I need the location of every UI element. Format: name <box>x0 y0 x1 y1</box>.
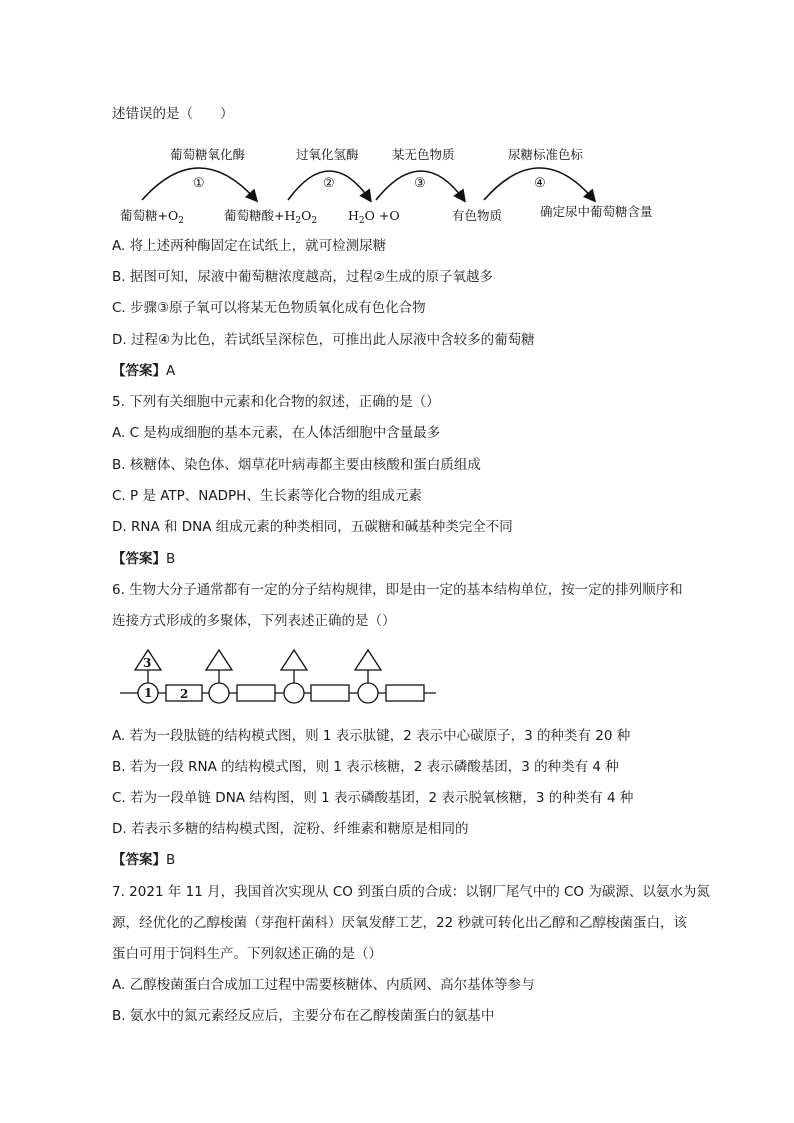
node-glucose-o2 <box>120 208 184 226</box>
label-1: 1 <box>144 686 153 700</box>
node-determine-glucose: 确定尿中葡萄糖含量 <box>540 204 653 219</box>
enzyme-label-1: 葡萄糖氧化酶 <box>170 147 246 162</box>
q4-answer <box>112 361 175 381</box>
base-triangle-3 <box>281 650 307 670</box>
q4-option-d: D. 过程④为比色，若试纸呈深棕色，可推出此人尿液中含较多的葡萄糖 <box>112 332 535 348</box>
q4-stem-tail: 述错误的是（ ） <box>112 106 234 122</box>
q4-option-b: B. 据图可知，尿液中葡萄糖浓度越高，过程②生成的原子氧越多 <box>112 269 493 285</box>
q5-option-a: A. C 是构成细胞的基本元素，在人体活细胞中含量最多 <box>112 425 441 441</box>
q6-stem-line2: 连接方式形成的多聚体，下列表述正确的是（） <box>112 613 396 629</box>
unit-circle-4 <box>358 683 378 703</box>
unit-circle-3 <box>284 683 304 703</box>
answer-label: 【答案】 <box>112 363 166 379</box>
q7-option-b: B. 氨水中的氮元素经反应后，主要分布在乙醇梭菌蛋白的氨基中 <box>112 1008 495 1024</box>
answer-value: B <box>166 551 176 567</box>
q5-option-d: D. RNA 和 DNA 组成元素的种类相同，五碳糖和碱基种类完全不同 <box>112 519 513 535</box>
base-triangle-2 <box>206 650 232 670</box>
node1-text: 葡萄糖+O <box>120 208 179 223</box>
unit-rect-2 <box>237 685 275 701</box>
q6-option-d: D. 若表示多糖的结构模式图，淀粉、纤维素和糖原是相同的 <box>112 821 469 837</box>
enzyme-label-3: 某无色物质 <box>392 147 455 162</box>
q5-option-b: B. 核糖体、染色体、烟草花叶病毒都主要由核酸和蛋白质组成 <box>112 457 481 473</box>
q6-option-a: A. 若为一段肽链的结构模式图，则 1 表示肽键，2 表示中心碳原子，3 的种类有 20 种 <box>112 728 631 744</box>
label-2: 2 <box>180 687 189 701</box>
answer-value: B <box>166 852 176 868</box>
node-h2o-o <box>348 208 400 226</box>
q5-option-c: C. P 是 ATP、NADPH、生长素等化合物的组成元素 <box>112 488 422 504</box>
q6-polymer-diagram <box>118 648 443 708</box>
enzyme-label-2: 过氧化氢酶 <box>296 147 359 162</box>
node1-sub: 2 <box>178 216 184 226</box>
node2-text-a: 葡萄糖酸+H <box>224 208 296 223</box>
unit-rect-3 <box>311 685 349 701</box>
q6-option-b: B. 若为一段 RNA 的结构模式图，则 1 表示核糖，2 表示磷酸基团，3 的种类有 4 种 <box>112 759 619 775</box>
q7-stem-line2: 源，经优化的乙醇梭菌（芽孢杆菌科）厌氧发酵工艺，22 秒就可转化出乙醇和乙醇梭菌蛋白，该 <box>112 915 687 931</box>
step-number-4: ④ <box>534 176 546 191</box>
enzyme-label-4: 尿糖标准色标 <box>508 147 584 162</box>
unit-circle-2 <box>209 683 229 703</box>
step-number-1: ① <box>193 176 205 191</box>
node-colored-substance: 有色物质 <box>452 208 503 223</box>
node2-text-b: O <box>301 208 312 223</box>
q4-reaction-diagram <box>112 140 672 230</box>
answer-label: 【答案】 <box>112 852 166 868</box>
q6-answer <box>112 850 175 870</box>
q7-stem-line1: 7. 2021 年 11 月，我国首次实现从 CO 到蛋白质的合成：以钢厂尾气中的 CO 为碳源、以氨水为氮 <box>112 884 710 900</box>
q7-stem-line3: 蛋白可用于饲料生产。下列叙述正确的是（） <box>112 946 382 962</box>
node2-sub-1: 2 <box>295 216 302 226</box>
node3-sub: 2 <box>358 216 365 226</box>
node3-text-b: O +O <box>364 208 400 223</box>
q6-option-c: C. 若为一段单链 DNA 结构图，则 1 表示磷酸基团，2 表示脱氧核糖，3 的种类有 4 种 <box>112 790 634 806</box>
q7-option-a: A. 乙醇梭菌蛋白合成加工过程中需要核糖体、内质网、高尔基体等参与 <box>112 977 535 993</box>
node3-text-a: H <box>348 208 359 223</box>
node2-sub-2: 2 <box>311 216 318 226</box>
q4-option-a: A. 将上述两种酶固定在试纸上，就可检测尿糖 <box>112 238 387 254</box>
step-number-3: ③ <box>414 176 426 191</box>
node-gluconic-h2o2 <box>224 208 317 226</box>
step-number-2: ② <box>323 176 335 191</box>
answer-label: 【答案】 <box>112 551 166 567</box>
unit-rect-4 <box>386 685 424 701</box>
base-triangle-4 <box>355 650 381 670</box>
q4-option-c: C. 步骤③原子氧可以将某无色物质氧化成有色化合物 <box>112 300 426 316</box>
answer-value: A <box>166 363 176 379</box>
q5-stem: 5. 下列有关细胞中元素和化合物的叙述，正确的是（） <box>112 394 440 410</box>
q6-stem-line1: 6. 生物大分子通常都有一定的分子结构规律，即是由一定的基本结构单位，按一定的排列顺序和 <box>112 582 683 598</box>
q5-answer <box>112 549 175 569</box>
label-3: 3 <box>143 656 152 670</box>
